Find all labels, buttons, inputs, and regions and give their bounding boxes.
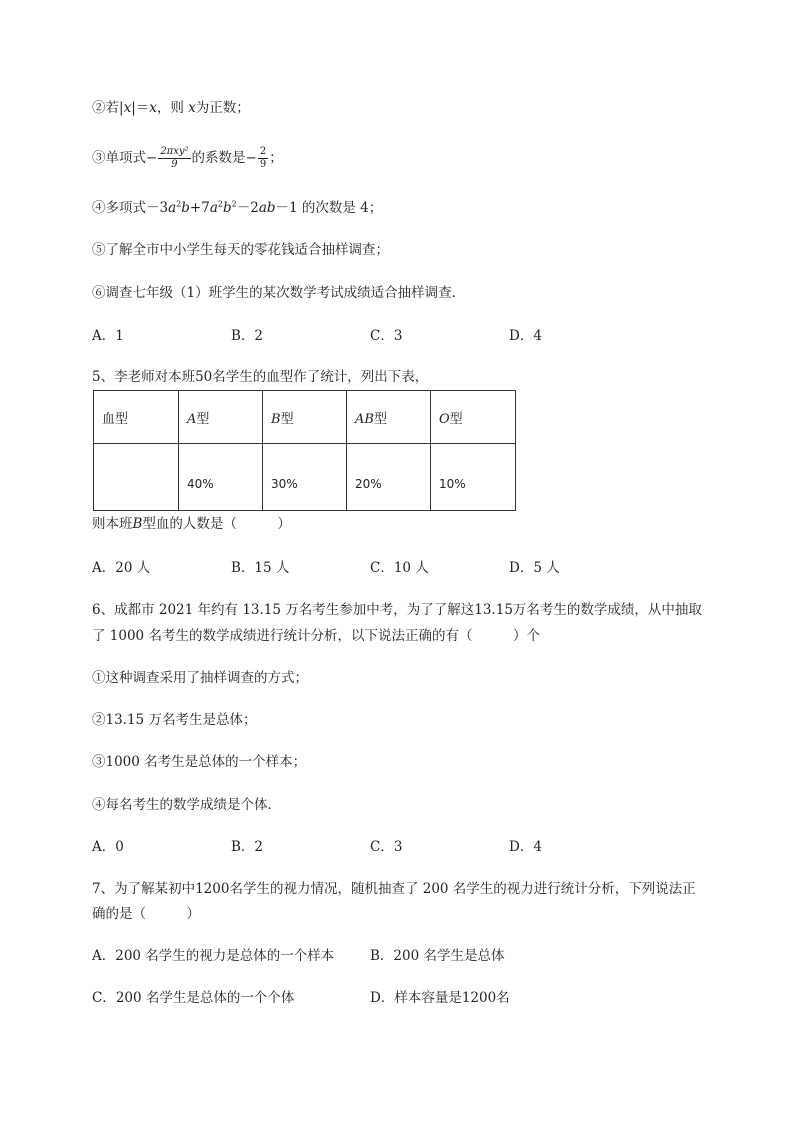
q5-option-b[interactable]: B．15 人 [231,560,290,576]
fraction-coefficient [258,146,268,171]
statement-4-prefix: ④多项式－3 [92,200,169,216]
statement-3-prefix: ③单项式 [92,150,146,166]
q4-option-b[interactable]: B．2 [231,328,264,344]
cell-var: B [271,411,281,427]
q6-option-a[interactable]: A．0 [92,839,124,855]
q7-stem-line1: 7、为了解某初中1200名学生的视力情况，随机抽查了 200 名学生的视力进行统计分析，下列说法正 [92,881,696,897]
q4-option-c[interactable]: C．3 [370,328,403,344]
var-x: x [123,100,132,116]
table-row [94,444,516,511]
q5-question-var: B [132,516,143,532]
cell-var: AB [355,411,374,427]
minus-term: －2 [236,200,259,216]
cell-text: 血型 [102,411,129,427]
statement-2 [92,98,250,118]
fraction-denominator: 9 [171,159,178,170]
q6-stem-line1: 6、成都市 2021 年约有 13.15 万名考生参加中考，为了了解这13.15万名考生的数学成绩，从中抽取 [92,602,702,618]
q6-option-d[interactable]: D．4 [509,839,542,855]
cell-var: O [439,411,450,427]
value-cell-empty [94,444,179,511]
fraction-monomial [158,146,190,171]
value-cell-ab: 20% [347,444,431,511]
statement-6: ⑥调查七年级（1）班学生的某次数学考试成绩适合抽样调查． [92,285,466,301]
var-b: b [181,200,190,216]
var-a: a [209,200,218,216]
fraction-numerator: 2 [259,146,267,157]
header-cell-a [179,391,263,444]
q6-option-c[interactable]: C．3 [370,839,403,855]
exponent: 2 [217,199,223,209]
q6-item-2: ②13.15 万名考生是总体； [92,712,257,728]
var-b: b [222,200,232,216]
q7-option-a[interactable]: A．200 名学生的视力是总体的一个样本 [92,948,335,964]
cell-suffix: 型 [280,411,294,427]
statement-2-suffix: 为正数； [195,100,250,116]
exponent: 2 [231,199,237,209]
q5-question-suffix: 型血的人数是（ ） [142,516,291,532]
var-x: x [188,100,196,116]
table-header-row [94,391,516,444]
q6-item-4: ④每名考生的数学成绩是个体． [92,797,281,813]
q5-option-d[interactable]: D．5 人 [509,560,560,576]
statement-3-mid: 的系数是 [191,150,246,166]
abs-bar-left: | [119,100,124,116]
header-cell-ab [347,391,431,444]
statement-3-suffix: ； [269,150,283,166]
q6-item-3: ③1000 名考生是总体的一个样本； [92,754,307,770]
var-ab: ab [258,200,276,216]
q4-option-d[interactable]: D．4 [509,328,542,344]
header-cell-b [263,391,347,444]
abs-bar-right: | [131,100,136,116]
q6-item-1: ①这种调查采用了抽样调查的方式； [92,670,308,686]
q7-stem-line2: 确的是（ ） [92,906,200,922]
statement-5: ⑤了解全市中小学生每天的零花钱适合抽样调查； [92,242,389,258]
value-cell-b: 30% [263,444,347,511]
cell-suffix: 型 [373,411,387,427]
q5-option-a[interactable]: A．20 人 [92,560,151,576]
q6-option-b[interactable]: B．2 [231,839,264,855]
statement-4-suffix: －1 的次数是 4； [275,200,383,216]
var-x: x [149,100,157,116]
q4-option-a[interactable]: A．1 [92,328,124,344]
fraction-numerator: 2πxy² [160,146,189,157]
cell-var: A [187,411,197,427]
statement-2-prefix: ②若 [92,100,119,116]
exponent: 2 [176,199,182,209]
q6-stem-line2: 了 1000 名考生的数学成绩进行统计分析，以下说法正确的有（ ）个 [92,628,540,644]
cell-suffix: 型 [196,411,210,427]
q7-option-b[interactable]: B．200 名学生是总体 [370,948,505,964]
header-cell-o [431,391,516,444]
value-cell-o: 10% [431,444,516,511]
blood-type-table [93,390,516,511]
fraction-denominator: 9 [259,159,267,170]
plus-term: +7 [189,200,210,216]
q5-stem: 5、李老师对本班50名学生的血型作了统计，列出下表， [92,369,429,385]
cell-suffix: 型 [449,411,463,427]
header-cell-bloodtype [94,391,179,444]
q5-question [92,514,291,534]
q7-option-d[interactable]: D．样本容量是1200名 [370,990,510,1006]
q5-option-c[interactable]: C．10 人 [370,560,429,576]
var-a: a [168,200,177,216]
value-cell-a: 40% [179,444,263,511]
equals-sign: ＝ [135,100,150,116]
q5-question-prefix: 则本班 [92,516,133,532]
statement-2-mid: ，则 [156,100,189,116]
minus-sign: − [245,150,257,166]
statement-3 [92,146,283,171]
statement-4 [92,198,382,218]
minus-sign: − [146,150,158,166]
q7-option-c[interactable]: C．200 名学生是总体的一个个体 [92,990,295,1006]
